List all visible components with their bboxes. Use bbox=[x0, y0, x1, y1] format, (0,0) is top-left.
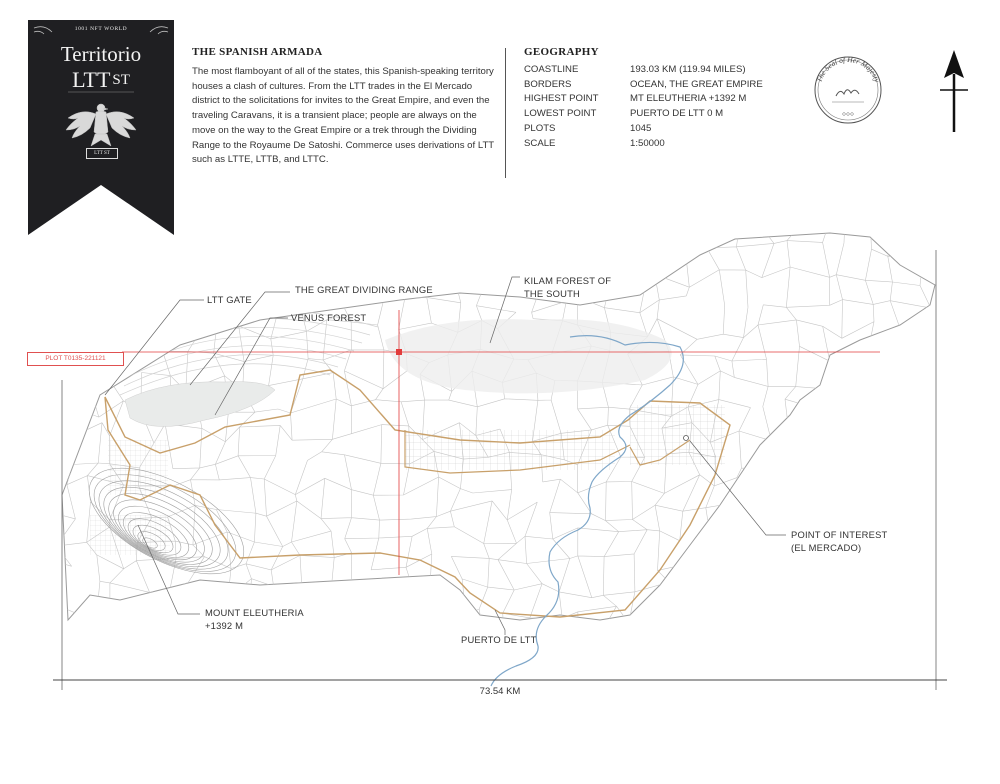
label-mount-line2: +1392 M bbox=[205, 619, 244, 631]
seal-icon bbox=[808, 52, 888, 124]
label-kilam-forest bbox=[524, 275, 611, 300]
banner-title: Territorio bbox=[60, 42, 142, 66]
label-kilam-forest-line1: KILAM FOREST OF bbox=[524, 275, 612, 286]
point-of-interest-icon bbox=[684, 436, 689, 441]
banner-world-text: 1001 NFT WORLD bbox=[74, 26, 128, 32]
territory-map bbox=[0, 225, 1000, 725]
label-kilam-forest-line2: THE SOUTH bbox=[524, 287, 580, 299]
geo-key-plots: PLOTS bbox=[524, 123, 556, 134]
svg-text:The Seal of Her Majesty bbox=[814, 55, 882, 84]
label-ltt-gate: LTT GATE bbox=[207, 294, 252, 305]
geo-key-lowest-point: LOWEST POINT bbox=[524, 108, 597, 119]
scale-width-label: 73.54 KM bbox=[479, 686, 521, 697]
label-poi-line1: POINT OF INTEREST bbox=[791, 529, 888, 540]
city-grid-el-mercado bbox=[630, 405, 725, 465]
territory-banner bbox=[28, 20, 174, 235]
island-outline bbox=[62, 233, 935, 620]
label-poi-line2: (EL MERCADO) bbox=[791, 541, 862, 553]
banner-subtitle-suffix: ST bbox=[112, 72, 130, 88]
label-mount-eleutheria bbox=[205, 607, 304, 632]
label-puerto-de-ltt: PUERTO DE LTT bbox=[461, 634, 537, 645]
geo-value-borders: OCEAN, THE GREAT EMPIRE bbox=[630, 79, 763, 90]
emblem-ribbon: LTT ST bbox=[86, 148, 118, 159]
geo-key-borders: BORDERS bbox=[524, 79, 572, 90]
geo-key-coastline: COASTLINE bbox=[524, 64, 579, 75]
city-grid-southwest bbox=[90, 515, 170, 555]
banner-subtitle bbox=[28, 68, 174, 92]
label-point-of-interest bbox=[791, 529, 887, 554]
city-grid-west bbox=[108, 440, 168, 495]
geography-title: GEOGRAPHY bbox=[524, 46, 599, 58]
seal-text: The Seal of Her Majesty bbox=[814, 54, 882, 84]
geo-value-lowest-point: PUERTO DE LTT 0 M bbox=[630, 108, 724, 119]
description-text: The most flamboyant of all of the states, this Spanish-speaking territory houses a clash of cultures. From the LTT trades in the El Mercado district to the solicitations for invites to the Great Empire, and even the traveling Caravans, it is a transient place; people are always on the move on the way to the Great Empire or a trek through the Dividing Range to the Royaume De Satoshi. Commerce uses derivations of LTT such as LTTE, LTTB, and LTTC. bbox=[192, 66, 494, 166]
plot-id-tag: PLOT T0135-221121 bbox=[27, 352, 124, 366]
geo-value-scale: 1:50000 bbox=[630, 138, 665, 149]
north-arrow-icon bbox=[938, 46, 970, 134]
section-divider bbox=[505, 48, 506, 178]
geo-value-coastline: 193.03 KM (119.94 MILES) bbox=[630, 64, 746, 75]
label-mount-line1: MOUNT ELEUTHERIA bbox=[205, 607, 304, 618]
geo-value-plots: 1045 bbox=[630, 123, 652, 134]
description-title: THE SPANISH ARMADA bbox=[192, 46, 323, 58]
banner-subtitle-main: LTT bbox=[72, 67, 111, 92]
geo-value-highest-point: MT ELEUTHERIA +1392 M bbox=[630, 93, 747, 104]
label-dividing-range: THE GREAT DIVIDING RANGE bbox=[295, 284, 433, 295]
label-venus-forest: VENUS FOREST bbox=[291, 312, 367, 323]
plot-marker-point bbox=[396, 349, 402, 355]
geo-key-highest-point: HIGHEST POINT bbox=[524, 93, 599, 104]
geo-key-scale: SCALE bbox=[524, 138, 556, 149]
